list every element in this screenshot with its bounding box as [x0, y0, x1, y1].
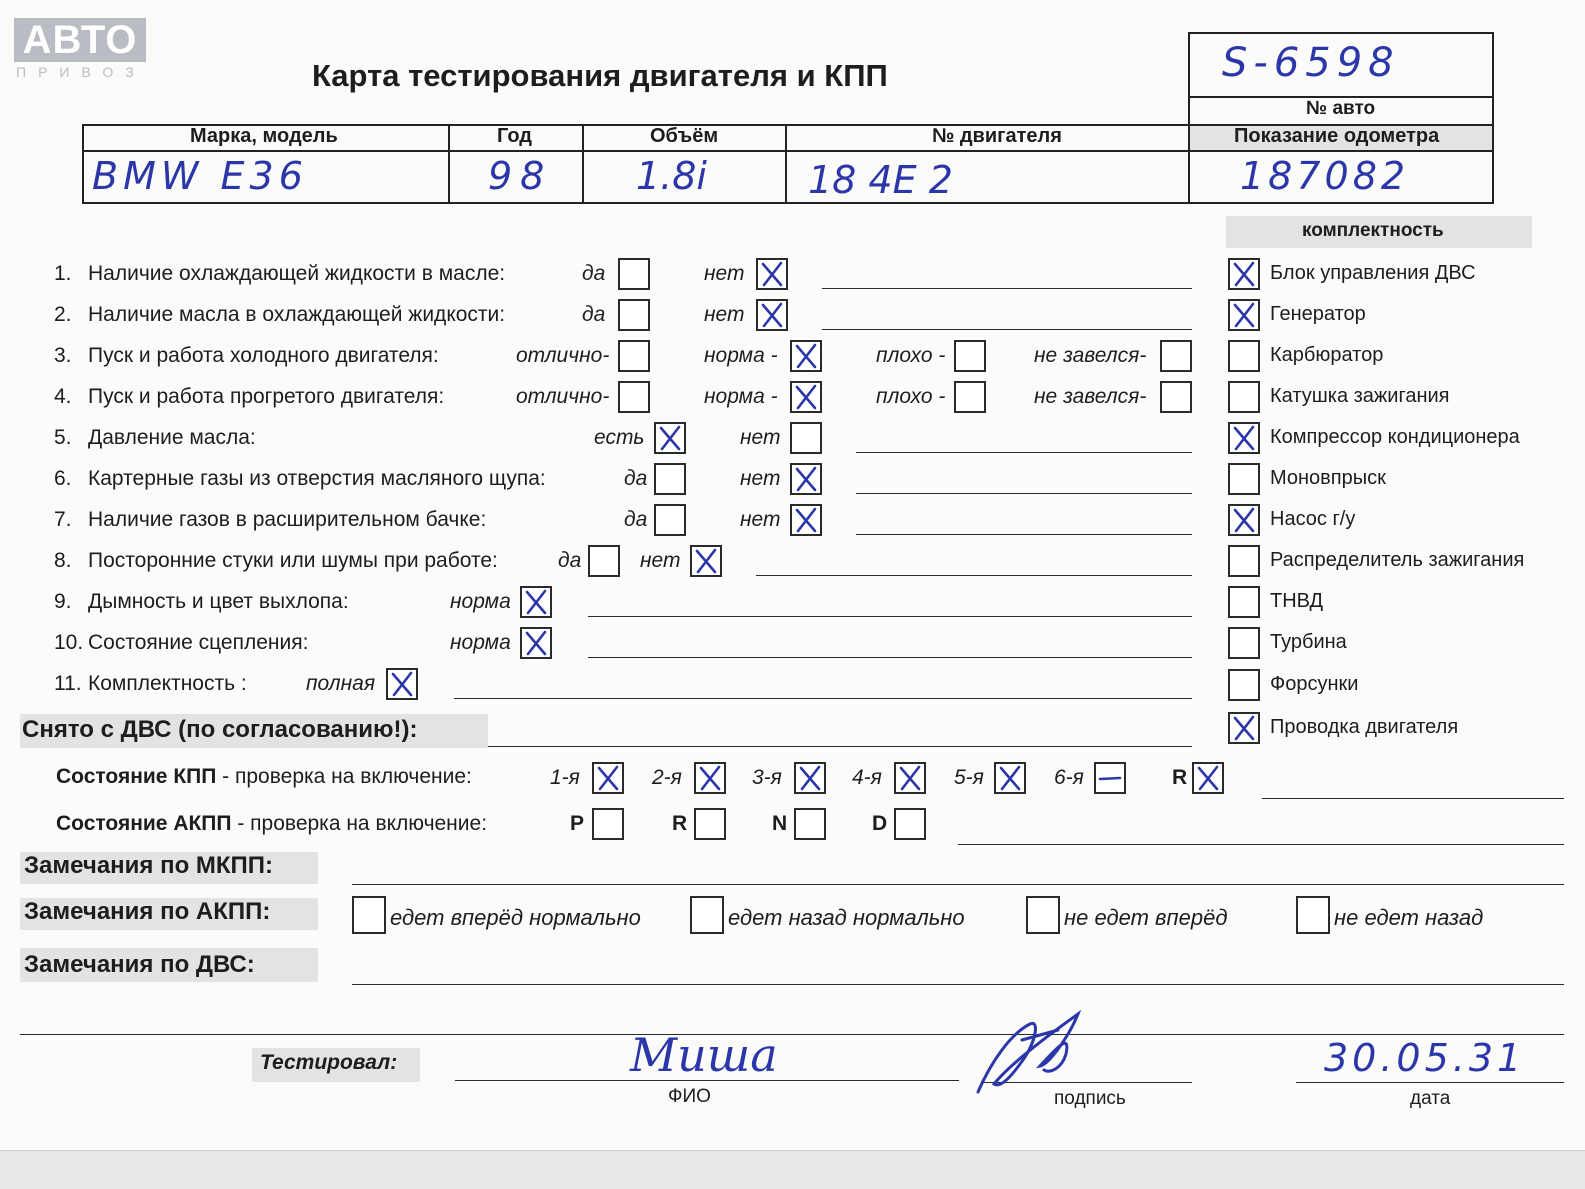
component-checkbox[interactable]: [1228, 712, 1260, 744]
x-mark: [792, 342, 820, 370]
option-checkbox[interactable]: [618, 381, 650, 413]
x-mark: [792, 506, 820, 534]
option-checkbox[interactable]: [386, 668, 418, 700]
option-label: да: [558, 549, 582, 572]
option-label: полная: [306, 672, 376, 695]
component-label: Моновпрыск: [1270, 467, 1386, 489]
logo-sub: ПРИВОЗ: [16, 64, 146, 80]
kpp-label-rest: - проверка на включение:: [216, 765, 472, 788]
akpp-position-checkbox[interactable]: [894, 808, 926, 840]
x-mark: [1230, 260, 1258, 288]
akpp-position-checkbox[interactable]: [694, 808, 726, 840]
x-mark: [792, 465, 820, 493]
question-number: 10.: [54, 631, 84, 654]
question-text: Пуск и работа холодного двигателя:: [88, 344, 439, 367]
remarks-mkpp-line: [352, 884, 1564, 885]
question-text: Наличие газов в расширительном бачке:: [88, 508, 487, 531]
question-number: 8.: [54, 549, 72, 572]
question-answer-line: [856, 534, 1192, 535]
gear-label: 5-я: [954, 766, 984, 789]
option-checkbox[interactable]: [654, 504, 686, 536]
component-label: Насос г/у: [1270, 508, 1356, 530]
x-mark: [594, 764, 622, 792]
gear-checkbox[interactable]: [1094, 762, 1126, 794]
question-number: 7.: [54, 508, 72, 531]
date-value: 30.05.31: [1324, 1036, 1526, 1080]
option-label: норма -: [704, 385, 778, 408]
question-number: 9.: [54, 590, 72, 613]
logo-main: АВТО: [22, 18, 138, 62]
akpp-label: [56, 812, 487, 836]
component-label: Генератор: [1270, 303, 1366, 325]
x-mark: [896, 764, 924, 792]
component-label: Форсунки: [1270, 673, 1359, 695]
component-label: Проводка двигателя: [1270, 716, 1459, 738]
option-checkbox[interactable]: [654, 463, 686, 495]
year-value: 98: [488, 154, 553, 198]
option-checkbox[interactable]: [520, 586, 552, 618]
remarks-mkpp-label: Замечания по МКПП:: [24, 852, 274, 879]
option-label: нет: [740, 467, 781, 490]
question-text: Наличие масла в охлаждающей жидкости:: [88, 303, 506, 326]
option-checkbox[interactable]: [790, 340, 822, 372]
gear-label: 1-я: [550, 766, 580, 789]
question-text: Дымность и цвет выхлопа:: [88, 590, 349, 613]
option-label: да: [624, 508, 648, 531]
component-checkbox[interactable]: [1228, 545, 1260, 577]
brand-value: BMW E36: [92, 154, 308, 198]
option-checkbox[interactable]: [954, 381, 986, 413]
component-label: Катушка зажигания: [1270, 385, 1450, 407]
akpp-remark-label: едет вперёд нормально: [390, 905, 641, 930]
component-checkbox[interactable]: [1228, 504, 1260, 536]
remarks-extra-line: [20, 1034, 1564, 1035]
option-checkbox[interactable]: [790, 504, 822, 536]
question-text: Пуск и работа прогретого двигателя:: [88, 385, 445, 408]
option-checkbox[interactable]: [790, 463, 822, 495]
x-mark: [758, 260, 786, 288]
option-checkbox[interactable]: [690, 545, 722, 577]
tested-label: Тестировал:: [260, 1051, 398, 1074]
component-checkbox[interactable]: [1228, 381, 1260, 413]
option-checkbox[interactable]: [1160, 381, 1192, 413]
x-mark: [1230, 301, 1258, 329]
question-number: 5.: [54, 426, 72, 449]
date-label: дата: [1410, 1088, 1451, 1109]
component-checkbox[interactable]: [1228, 299, 1260, 331]
header-col-brand: Марка, модель: [190, 125, 338, 147]
akpp-remark-checkbox[interactable]: [1026, 896, 1060, 934]
question-answer-line: [822, 329, 1192, 330]
option-label: не завелся-: [1034, 344, 1147, 367]
component-label: Компрессор кондиционера: [1270, 426, 1520, 448]
question-answer-line: [756, 575, 1192, 576]
component-label: Карбюратор: [1270, 344, 1384, 366]
remarks-dvs-label: Замечания по ДВС:: [24, 951, 255, 978]
option-checkbox[interactable]: [790, 422, 822, 454]
component-checkbox[interactable]: [1228, 586, 1260, 618]
component-label: ТНВД: [1270, 590, 1324, 612]
component-checkbox[interactable]: [1228, 627, 1260, 659]
question-text: Наличие охлаждающей жидкости в масле:: [88, 262, 506, 285]
component-checkbox[interactable]: [1228, 669, 1260, 701]
fio-value: Миша: [630, 1028, 778, 1082]
component-checkbox[interactable]: [1228, 422, 1260, 454]
component-label: Блок управления ДВС: [1270, 262, 1476, 284]
auto-number-value: S-6598: [1222, 40, 1400, 86]
option-checkbox[interactable]: [756, 299, 788, 331]
option-label: нет: [704, 303, 745, 326]
akpp-remark-label: едет назад нормально: [728, 905, 965, 930]
question-answer-line: [856, 452, 1192, 453]
option-label: нет: [740, 426, 781, 449]
x-mark: [522, 588, 550, 616]
date-line: [1296, 1082, 1564, 1083]
gear-label: 2-я: [652, 766, 682, 789]
component-checkbox[interactable]: [1228, 258, 1260, 290]
akpp-remark-checkbox[interactable]: [1296, 896, 1330, 934]
option-checkbox[interactable]: [954, 340, 986, 372]
question-answer-line: [822, 288, 1192, 289]
header-col-divider-3: [785, 124, 787, 204]
question-text: Давление масла:: [88, 426, 256, 449]
akpp-remark-label: не едет назад: [1334, 905, 1484, 930]
gear-checkbox[interactable]: [1192, 762, 1224, 794]
header-col-volume: Объём: [650, 125, 719, 147]
component-checkbox[interactable]: [1228, 463, 1260, 495]
question-text: Комплектность :: [88, 672, 247, 695]
signature-scribble: [970, 1004, 1110, 1100]
akpp-label-rest: - проверка на включение:: [231, 812, 488, 835]
x-mark: [656, 424, 684, 452]
x-mark: [796, 764, 824, 792]
gear-label: 4-я: [852, 766, 882, 789]
option-label: да: [582, 262, 606, 285]
option-label: отлично-: [516, 344, 610, 367]
question-answer-line: [588, 657, 1192, 658]
x-mark: [1194, 764, 1222, 792]
completeness-title: комплектность: [1302, 220, 1444, 241]
bottom-edge: [0, 1150, 1585, 1189]
akpp-remark-label: не едет вперёд: [1064, 905, 1228, 930]
gear-label: 3-я: [752, 766, 782, 789]
option-checkbox[interactable]: [790, 381, 822, 413]
akpp-label-bold: Состояние АКПП: [56, 812, 232, 835]
page-title: Карта тестирования двигателя и КПП: [312, 58, 888, 93]
option-checkbox[interactable]: [756, 258, 788, 290]
fio-label: ФИО: [668, 1086, 711, 1107]
option-label: плохо -: [876, 385, 946, 408]
kpp-line: [1262, 798, 1564, 799]
option-label: нет: [740, 508, 781, 531]
x-mark: [1230, 506, 1258, 534]
x-mark: [696, 764, 724, 792]
remarks-dvs-line: [352, 984, 1564, 985]
question-text: Состояние сцепления:: [88, 631, 309, 654]
option-label: не завелся-: [1034, 385, 1147, 408]
question-number: 6.: [54, 467, 72, 490]
option-label: нет: [704, 262, 745, 285]
akpp-remark-checkbox[interactable]: [352, 896, 386, 934]
kpp-label: [56, 765, 472, 789]
x-mark: [1230, 714, 1258, 742]
option-label: норма: [450, 590, 511, 613]
component-checkbox[interactable]: [1228, 340, 1260, 372]
x-mark: [792, 383, 820, 411]
engine-number-value: 18 4E 2: [808, 158, 953, 202]
header-col-year: Год: [497, 125, 532, 147]
option-checkbox[interactable]: [618, 258, 650, 290]
question-answer-line: [856, 493, 1192, 494]
gear-checkbox[interactable]: [794, 762, 826, 794]
question-number: 11.: [54, 672, 82, 695]
akpp-position-label: R: [672, 812, 688, 835]
akpp-position-label: D: [872, 812, 888, 835]
odometer-value: 187082: [1240, 154, 1410, 198]
gear-label: 6-я: [1054, 766, 1084, 789]
header-col-divider-1: [448, 124, 450, 204]
akpp-line: [958, 844, 1564, 845]
option-checkbox[interactable]: [618, 299, 650, 331]
component-label: Турбина: [1270, 631, 1347, 653]
auto-number-label: № авто: [1306, 98, 1376, 119]
option-checkbox[interactable]: [520, 627, 552, 659]
x-mark: [1230, 424, 1258, 452]
header-col-divider-2: [582, 124, 584, 204]
question-number: 2.: [54, 303, 72, 326]
x-mark: [996, 764, 1024, 792]
akpp-position-checkbox[interactable]: [592, 808, 624, 840]
question-text: Картерные газы из отверстия масляного щупа:: [88, 467, 546, 490]
avtoprivoz-logo: [14, 18, 146, 62]
header-col-engine-number: № двигателя: [932, 125, 1062, 147]
sign-label: подпись: [1054, 1088, 1126, 1109]
kpp-label-bold: Состояние КПП: [56, 765, 217, 788]
option-label: да: [624, 467, 648, 490]
removed-label: Снято с ДВС (по согласованию!):: [22, 716, 418, 743]
option-checkbox[interactable]: [618, 340, 650, 372]
x-mark: [692, 547, 720, 575]
x-mark: [758, 301, 786, 329]
akpp-position-checkbox[interactable]: [794, 808, 826, 840]
gear-label: R: [1172, 766, 1188, 789]
volume-value: 1.8i: [636, 154, 707, 198]
option-label: норма -: [704, 344, 778, 367]
component-label: Распределитель зажигания: [1270, 549, 1525, 571]
gear-checkbox[interactable]: [694, 762, 726, 794]
question-text: Посторонние стуки или шумы при работе:: [88, 549, 498, 572]
remarks-akpp-label: Замечания по АКПП:: [24, 898, 271, 925]
option-checkbox[interactable]: [654, 422, 686, 454]
option-label: нет: [640, 549, 681, 572]
gear-checkbox[interactable]: [592, 762, 624, 794]
question-number: 1.: [54, 262, 72, 285]
akpp-remark-checkbox[interactable]: [690, 896, 724, 934]
x-mark: [388, 670, 416, 698]
question-number: 3.: [54, 344, 72, 367]
gear-checkbox[interactable]: [894, 762, 926, 794]
dash-mark: [1096, 764, 1124, 792]
akpp-position-label: N: [772, 812, 788, 835]
option-label: плохо -: [876, 344, 946, 367]
gear-checkbox[interactable]: [994, 762, 1026, 794]
x-mark: [522, 629, 550, 657]
option-label: отлично-: [516, 385, 610, 408]
option-checkbox[interactable]: [1160, 340, 1192, 372]
removed-line: [488, 746, 1192, 747]
header-col-odometer: Показание одометра: [1234, 125, 1440, 147]
option-label: да: [582, 303, 606, 326]
option-checkbox[interactable]: [588, 545, 620, 577]
question-answer-line: [454, 698, 1192, 699]
option-label: есть: [594, 426, 645, 449]
question-number: 4.: [54, 385, 72, 408]
option-label: норма: [450, 631, 511, 654]
question-answer-line: [588, 616, 1192, 617]
akpp-position-label: P: [570, 812, 585, 835]
header-row-divider: [82, 150, 1494, 152]
